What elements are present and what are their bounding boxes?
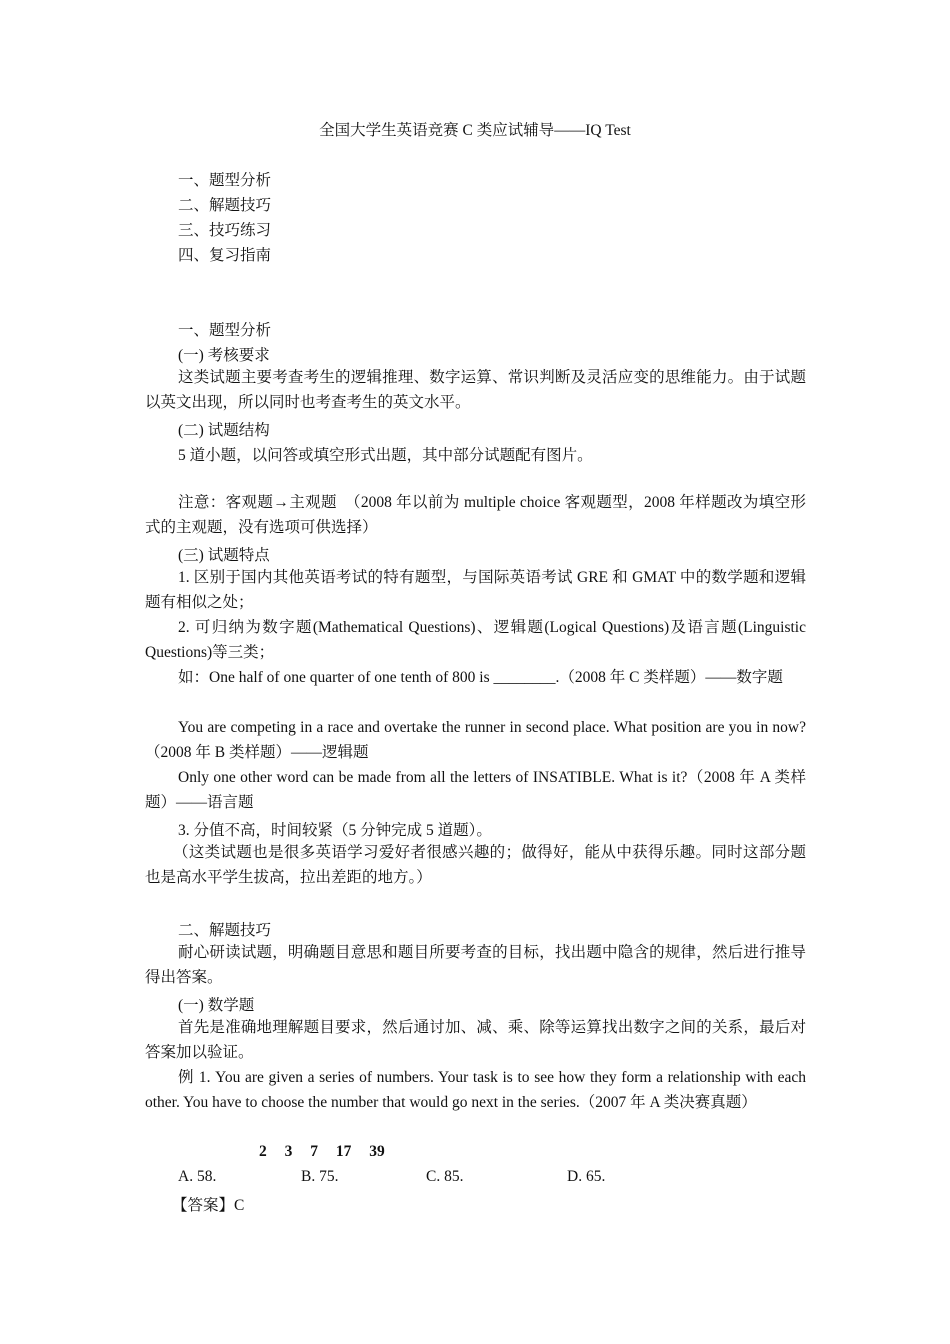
paragraph-interest: （这类试题也是很多英语学习爱好者很感兴趣的；做得好，能从中获得乐趣。同时这部分题也是高水平学生拔高，拉出差距的地方。） [145, 844, 806, 886]
paragraph-example-logic: You are competing in a race and overtake the runner in second place. What position are you in now? （2008 年 B 类样题）——逻辑题 [145, 719, 806, 761]
paragraph-feature-3: 3. 分值不高，时间较紧（5 分钟完成 5 道题）。 [178, 822, 492, 839]
paragraph-requirements: 这类试题主要考查考生的逻辑推理、数字运算、常识判断及灵活应变的思维能力。由于试题以英文出现，所以同时也考查考生的英文水平。 [145, 369, 806, 411]
paragraph-example-linguistic: Only one other word can be made from all the letters of INSATIBLE. What is it?（2008 年 A 类样题）——语言题 [145, 769, 806, 811]
toc-item-3: 三、技巧练习 [178, 222, 272, 239]
option-c: C. 85. [426, 1168, 464, 1185]
option-a: A. 58. [178, 1168, 217, 1185]
paragraph-feature-1: 1. 区别于国内其他英语考试的特有题型，与国际英语考试 GRE 和 GMAT 中的数学题和逻辑题有相似之处； [145, 569, 806, 611]
subheading-requirements: (一) 考核要求 [178, 347, 270, 364]
paragraph-math: 首先是准确地理解题目要求，然后通讨加、减、乘、除等运算找出数字之间的关系，最后对答案加以验证。 [145, 1019, 806, 1061]
subheading-math: (一) 数学题 [178, 997, 255, 1014]
toc-item-1: 一、题型分析 [178, 172, 272, 189]
option-d: D. 65. [567, 1168, 606, 1185]
subheading-features: (三) 试题特点 [178, 547, 270, 564]
document-title: 全国大学生英语竞赛 C 类应试辅导——IQ Test [319, 122, 631, 139]
paragraph-note: 注意：客观题→主观题 （2008 年以前为 multiple choice 客观题型，2008 年样题改为填空形式的主观题，没有选项可供选择） [145, 494, 806, 536]
paragraph-feature-2: 2. 可归纳为数字题(Mathematical Questions)、逻辑题(Logical Questions)及语言题(Linguistic Questions)等三类； [145, 619, 806, 661]
toc-item-2: 二、解题技巧 [178, 197, 272, 214]
paragraph-example-math: 如：One half of one quarter of one tenth of 800 is ________.（2008 年 C 类样题）——数字题 [178, 669, 783, 686]
section-heading-analysis: 一、题型分析 [178, 322, 272, 339]
answer-line: 【答案】C [172, 1197, 245, 1214]
paragraph-example-1: 例 1. You are given a series of numbers. Your task is to see how they form a relationship with each other. You have to choose the number that would go next in the series.（2007 年 A 类决赛真题） [145, 1069, 806, 1111]
number-sequence: 2 3 7 17 39 [259, 1143, 385, 1160]
toc-item-4: 四、复习指南 [178, 247, 272, 264]
paragraph-techniques: 耐心研读试题，明确题目意思和题目所要考查的目标，找出题中隐含的规律，然后进行推导得出答案。 [145, 944, 806, 986]
subheading-structure: (二) 试题结构 [178, 422, 270, 439]
option-b: B. 75. [301, 1168, 339, 1185]
section-heading-techniques: 二、解题技巧 [178, 922, 272, 939]
paragraph-structure: 5 道小题，以问答或填空形式出题，其中部分试题配有图片。 [178, 447, 593, 464]
